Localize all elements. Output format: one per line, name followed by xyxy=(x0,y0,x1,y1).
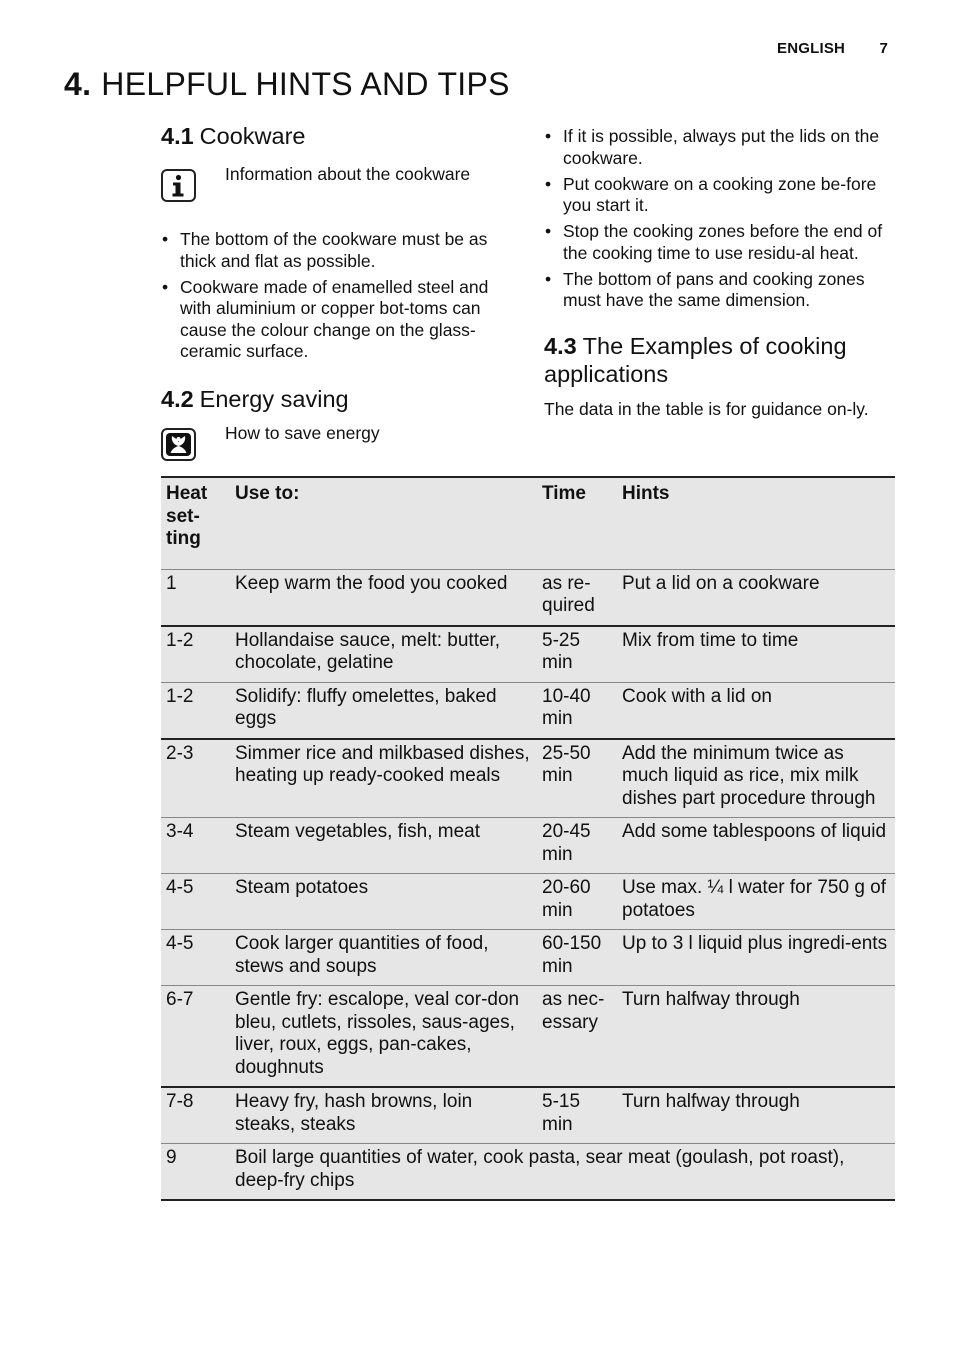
info-icon xyxy=(161,169,196,202)
page-number: 7 xyxy=(879,40,888,57)
table-row xyxy=(161,626,895,683)
cell-time: as nec-essary xyxy=(537,986,617,1088)
section-number: 4.1 xyxy=(161,123,194,149)
cell-time: as re-quired xyxy=(537,569,617,626)
left-column xyxy=(161,122,506,467)
table-row xyxy=(161,1087,895,1144)
cell-use: Solidify: fluffy omelettes, baked eggs xyxy=(230,682,537,739)
cell-time: 60-150 min xyxy=(537,930,617,986)
cell-hints: Add the minimum twice as much liquid as rice, mix milk dishes part procedure through xyxy=(617,739,895,818)
table-row xyxy=(161,986,895,1088)
cell-heat: 2-3 xyxy=(161,739,230,818)
cell-hints: Cook with a lid on xyxy=(617,682,895,739)
cell-heat: 6-7 xyxy=(161,986,230,1088)
section-cookware-heading xyxy=(161,122,506,150)
energy-note-text: How to save energy xyxy=(225,422,380,443)
table-intro: The data in the table is for guidance on-ly. xyxy=(544,398,869,419)
table-row xyxy=(161,739,895,818)
cell-use: Hollandaise sauce, melt: butter, chocolate, gelatine xyxy=(230,626,537,683)
table-row xyxy=(161,818,895,874)
cell-heat: 3-4 xyxy=(161,818,230,874)
cell-hints: Mix from time to time xyxy=(617,626,895,683)
table-row xyxy=(161,874,895,930)
section-examples-heading xyxy=(544,332,894,388)
cell-hints: Up to 3 l liquid plus ingredi-ents xyxy=(617,930,895,986)
list-item: • Stop the cooking zones before the end of the cooking time to use residu-al heat. xyxy=(544,221,894,264)
cell-hints: Add some tablespoons of liquid xyxy=(617,818,895,874)
cell-hints: Turn halfway through xyxy=(617,1087,895,1144)
info-note-text: Information about the cookware xyxy=(225,164,471,184)
section-energy-heading xyxy=(161,385,506,413)
list-item: • Put cookware on a cooking zone be-fore you start it. xyxy=(544,174,894,217)
cell-heat: 1-2 xyxy=(161,626,230,683)
table-row xyxy=(161,569,895,626)
cell-hints: Turn halfway through xyxy=(617,986,895,1088)
chapter-number: 4. xyxy=(64,66,92,102)
column-header-hints: Hints xyxy=(617,477,895,569)
cell-use: Steam vegetables, fish, meat xyxy=(230,818,537,874)
cell-time: 20-45 min xyxy=(537,818,617,874)
info-note xyxy=(161,164,506,208)
cell-heat: 4-5 xyxy=(161,874,230,930)
cell-heat: 4-5 xyxy=(161,930,230,986)
running-header xyxy=(777,40,888,57)
cell-hints: Put a lid on a cookware xyxy=(617,569,895,626)
cell-use: Boil large quantities of water, cook pasta, sear meat (goulash, pot roast), deep-fry chips xyxy=(230,1144,895,1201)
chapter-title xyxy=(64,66,510,103)
list-item: • The bottom of pans and cooking zones must have the same dimension. xyxy=(544,269,894,312)
column-header-time: Time xyxy=(537,477,617,569)
list-item: • Cookware made of enamelled steel and with aluminium or copper bot-toms can cause the colour change on the glass-ceramic surface. xyxy=(161,277,506,363)
cell-time: 5-15 min xyxy=(537,1087,617,1144)
cell-use: Cook larger quantities of food, stews and soups xyxy=(230,930,537,986)
table-row xyxy=(161,930,895,986)
cell-use: Steam potatoes xyxy=(230,874,537,930)
table-header-row xyxy=(161,477,895,569)
table-row xyxy=(161,682,895,739)
cell-use: Keep warm the food you cooked xyxy=(230,569,537,626)
chapter-title-text: HELPFUL HINTS AND TIPS xyxy=(101,66,510,102)
table-row xyxy=(161,1144,895,1201)
cooking-table xyxy=(161,476,895,1201)
leaf-flower-icon xyxy=(161,428,196,461)
cell-heat: 1-2 xyxy=(161,682,230,739)
cell-use: Simmer rice and milkbased dishes, heating up ready-cooked meals xyxy=(230,739,537,818)
section-title: The Examples of cooking applications xyxy=(544,332,847,387)
cell-use: Gentle fry: escalope, veal cor-don bleu, cutlets, rissoles, saus-ages, liver, roux, eggs, pan-cakes, doughnuts xyxy=(230,986,537,1088)
column-header-heat: Heat set-ting xyxy=(161,477,230,569)
energy-bullets xyxy=(544,126,894,312)
column-header-use: Use to: xyxy=(230,477,537,569)
cell-heat: 7-8 xyxy=(161,1087,230,1144)
section-number: 4.3 xyxy=(544,332,577,359)
cookware-bullets xyxy=(161,229,506,363)
right-column xyxy=(544,126,894,420)
section-number: 4.2 xyxy=(161,385,194,412)
section-title: Energy saving xyxy=(199,385,349,412)
energy-note xyxy=(161,423,506,467)
list-item: • The bottom of the cookware must be as thick and flat as possible. xyxy=(161,229,506,272)
cell-use: Heavy fry, hash browns, loin steaks, steaks xyxy=(230,1087,537,1144)
cell-hints: Use max. ¼ l water for 750 g of potatoes xyxy=(617,874,895,930)
section-title: Cookware xyxy=(199,123,306,149)
cell-heat: 9 xyxy=(161,1144,230,1201)
cell-time: 5-25 min xyxy=(537,626,617,683)
cell-time: 10-40 min xyxy=(537,682,617,739)
cell-time: 20-60 min xyxy=(537,874,617,930)
cell-time: 25-50 min xyxy=(537,739,617,818)
list-item: • If it is possible, always put the lids on the cookware. xyxy=(544,126,894,169)
cell-heat: 1 xyxy=(161,569,230,626)
language-label: ENGLISH xyxy=(777,40,846,57)
